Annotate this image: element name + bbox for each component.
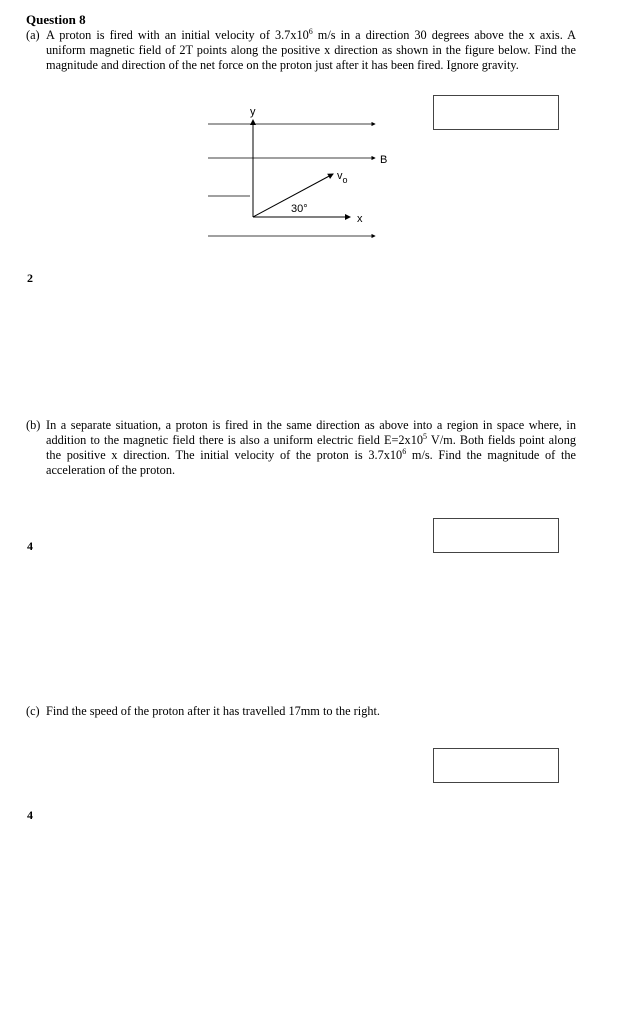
marks-b: 4 [27, 539, 33, 553]
answer-box-c[interactable] [433, 748, 559, 783]
x-label: x [357, 213, 363, 225]
question-title: Question 8 [26, 12, 86, 27]
part-c [26, 704, 576, 719]
part-b [26, 418, 576, 478]
b-label: B [380, 154, 388, 166]
part-b-text: In a separate situation, a proton is fired in the same direction as above into a region in space where, in addition to the magnetic field there is also a uniform electric field $E=2x10^5$ V/m. Both fields point along the positive x direction. The initial velocity of the proton is $3.7x10^6$ m/s. Find the magnitude of the acceleration of the proton. [46, 418, 577, 477]
figure-magnetic-field [200, 100, 400, 245]
part-a [26, 28, 576, 73]
part-c-label: (c) [26, 704, 40, 718]
answer-box-b[interactable] [433, 518, 559, 553]
marks-a: 2 [27, 271, 33, 285]
part-a-text: A proton is fired with an initial velocity of $3.7x10^6$ m/s in a direction 30 degrees above the x axis. A uniform magnetic field of 2T points along the positive x direction as shown in the figure below. Find the magnitude and direction of the net force on the proton just after it has been fired. Ignore gravity. [46, 27, 577, 72]
part-c-text: Find the speed of the proton after it has travelled 17mm to the right. [46, 704, 380, 718]
part-a-label: (a) [26, 28, 40, 42]
answer-box-a[interactable] [433, 95, 559, 130]
v-label: $v_o$ [337, 170, 348, 185]
angle-label: 30° [291, 203, 308, 215]
part-b-label: (b) [26, 418, 41, 432]
marks-c: 4 [27, 808, 33, 822]
y-label: y [250, 106, 256, 118]
